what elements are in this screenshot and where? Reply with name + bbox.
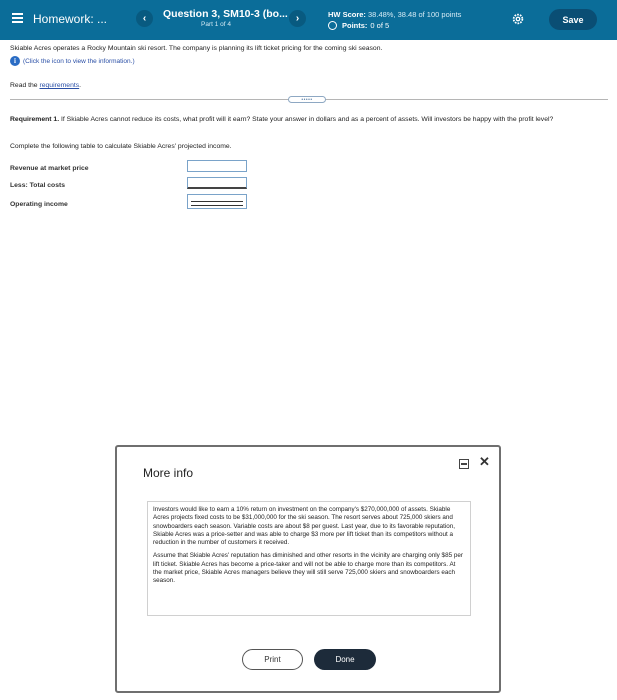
- total-costs-input[interactable]: [187, 177, 247, 189]
- minimize-icon[interactable]: [459, 459, 469, 469]
- close-icon[interactable]: ✕: [479, 454, 490, 469]
- row-label-revenue: Revenue at market price: [10, 165, 89, 172]
- row-label-total-costs: Less: Total costs: [10, 182, 66, 189]
- homework-title[interactable]: Homework: ...: [33, 12, 108, 26]
- info-icon[interactable]: i: [10, 56, 20, 66]
- more-info-dialog: [115, 445, 501, 693]
- revenue-input[interactable]: [187, 160, 247, 172]
- operating-income-input[interactable]: [187, 194, 247, 209]
- divider-handle[interactable]: •••••: [288, 96, 326, 103]
- done-button[interactable]: Done: [314, 649, 376, 670]
- read-prefix: Read the: [10, 82, 38, 89]
- read-requirements: Read the requirements.: [10, 82, 82, 89]
- previous-question-button[interactable]: ‹: [136, 10, 153, 27]
- info-paragraph-1: Investors would like to earn a 10% return on investment on the company's $270,000,000 of assets. Skiable Acres projects fixed costs to be $31,000,000 for the ski season. The resort serves about 725,000 skiers and snowboarders each season. Variable costs are about $8 per guest. Last year, due to its favorable reputation, Skiable Acres was a price-setter and was able to charge $3 more per lift ticket than its competitors without a reduction in the number of customers it received.: [153, 506, 455, 547]
- hw-score-value: 38.48%, 38.48 of 100 points: [368, 10, 462, 19]
- question-title[interactable]: Question 3, SM10-3 (bo...: [163, 8, 288, 20]
- points-value: 0 of 5: [370, 21, 390, 30]
- info-link[interactable]: [10, 56, 135, 66]
- hw-score-label: HW Score:: [328, 10, 366, 19]
- next-question-button[interactable]: ›: [289, 10, 306, 27]
- dialog-title: More info: [143, 466, 194, 480]
- requirements-link[interactable]: requirements: [39, 82, 80, 89]
- row-label-operating-income: Operating income: [10, 201, 68, 208]
- instruction-text: Complete the following table to calculate Skiable Acres' projected income.: [10, 143, 232, 150]
- hw-score: [328, 10, 461, 19]
- points-label: Points:: [342, 21, 368, 30]
- problem-intro: Skiable Acres operates a Rocky Mountain ski resort. The company is planning its lift ticket pricing for the coming ski season.: [10, 45, 383, 52]
- info-paragraph-2: Assume that Skiable Acres' reputation has diminished and other resorts in the vicinity are charging only $85 per lift ticket. Skiable Acres has become a price-taker and will not be able to charge more than its competitors. At the market price, Skiable Acres managers believe they will still serve 725,000 skiers and snowboarders each season.: [153, 552, 463, 585]
- info-link-text[interactable]: (Click the icon to view the information.): [23, 57, 135, 65]
- requirement-text: [10, 115, 602, 124]
- points-status-icon: [328, 21, 337, 30]
- points: [328, 21, 389, 30]
- hamburger-menu-icon[interactable]: [12, 13, 23, 23]
- save-button[interactable]: Save: [549, 9, 597, 30]
- question-part: Part 1 of 4: [201, 21, 231, 28]
- top-bar: [0, 0, 617, 40]
- requirement-label: Requirement 1.: [10, 116, 60, 123]
- print-button[interactable]: Print: [242, 649, 303, 670]
- gear-icon[interactable]: [511, 12, 525, 26]
- info-text-box: [147, 501, 471, 616]
- requirement-body: If Skiable Acres cannot reduce its costs, what profit will it earn? State your answer in dollars and as a percent of assets. Will investors be happy with the profit level?: [61, 116, 554, 123]
